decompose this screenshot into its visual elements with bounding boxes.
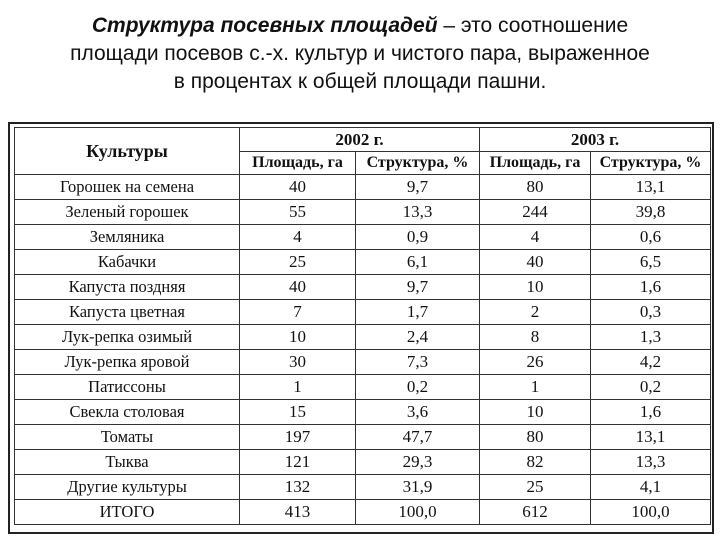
crop-cell: Лук-репка озимый: [15, 325, 240, 350]
share-2003-cell: 4,2: [591, 350, 711, 375]
crop-cell: Свекла столовая: [15, 400, 240, 425]
heading-line-3: в процентах к общей площади пашни.: [173, 70, 547, 93]
area-2002-cell: 197: [240, 425, 356, 450]
share-2002-header: Структура, %: [356, 152, 480, 175]
area-2002-cell: 15: [240, 400, 356, 425]
year-2002-header: 2002 г.: [240, 128, 480, 152]
table-header: [15, 128, 711, 175]
header-row-years: [15, 128, 711, 152]
share-2002-cell: 7,3: [356, 350, 480, 375]
share-2002-cell: 1,7: [356, 300, 480, 325]
crop-cell: Патиссоны: [15, 375, 240, 400]
area-2002-cell: 30: [240, 350, 356, 375]
crop-cell: Капуста цветная: [15, 300, 240, 325]
table-row: [15, 450, 711, 475]
area-2002-cell: 4: [240, 225, 356, 250]
table-row: [15, 225, 711, 250]
area-2003-cell: 26: [480, 350, 591, 375]
area-2003-cell: 8: [480, 325, 591, 350]
area-2002-cell: 40: [240, 175, 356, 200]
share-2002-cell: 47,7: [356, 425, 480, 450]
share-2002-cell: 6,1: [356, 250, 480, 275]
area-2003-header: Площадь, га: [480, 152, 591, 175]
table-row: [15, 250, 711, 275]
table-row: [15, 375, 711, 400]
share-2003-cell: 0,6: [591, 225, 711, 250]
area-2002-cell: 132: [240, 475, 356, 500]
crop-cell: Горошек на семена: [15, 175, 240, 200]
share-2003-cell: 100,0: [591, 500, 711, 525]
share-2003-cell: 6,5: [591, 250, 711, 275]
area-2002-header: Площадь, га: [240, 152, 356, 175]
table-row: [15, 325, 711, 350]
share-2002-cell: 13,3: [356, 200, 480, 225]
share-2002-cell: 0,9: [356, 225, 480, 250]
crop-cell: Лук-репка яровой: [15, 350, 240, 375]
table-row: [15, 200, 711, 225]
heading-line-2: площади посевов с.-х. культур и чистого пара, выраженное: [70, 42, 650, 65]
share-2003-cell: 13,3: [591, 450, 711, 475]
area-2002-cell: 40: [240, 275, 356, 300]
area-2003-cell: 80: [480, 425, 591, 450]
crop-cell: Земляника: [15, 225, 240, 250]
area-2003-cell: 25: [480, 475, 591, 500]
share-2002-cell: 3,6: [356, 400, 480, 425]
area-2003-cell: 4: [480, 225, 591, 250]
area-2003-cell: 2: [480, 300, 591, 325]
share-2003-cell: 0,2: [591, 375, 711, 400]
share-2003-cell: 13,1: [591, 175, 711, 200]
share-2003-cell: 1,3: [591, 325, 711, 350]
area-2002-cell: 25: [240, 250, 356, 275]
crop-cell: Зеленый горошек: [15, 200, 240, 225]
table-row: [15, 500, 711, 525]
heading-term: Структура посевных площадей: [91, 14, 438, 37]
share-2002-cell: 29,3: [356, 450, 480, 475]
crop-cell: ИТОГО: [15, 500, 240, 525]
share-2003-cell: 13,1: [591, 425, 711, 450]
crop-cell: Капуста поздняя: [15, 275, 240, 300]
share-2003-cell: 39,8: [591, 200, 711, 225]
area-2003-cell: 612: [480, 500, 591, 525]
year-2003-header: 2003 г.: [480, 128, 711, 152]
share-2003-cell: 1,6: [591, 400, 711, 425]
table-row: [15, 300, 711, 325]
area-2003-cell: 82: [480, 450, 591, 475]
share-2002-cell: 31,9: [356, 475, 480, 500]
share-2002-cell: 0,2: [356, 375, 480, 400]
table-row: [15, 350, 711, 375]
share-2002-cell: 2,4: [356, 325, 480, 350]
page-heading: [0, 12, 720, 96]
table-row: [15, 425, 711, 450]
table-row: [15, 275, 711, 300]
area-2003-cell: 244: [480, 200, 591, 225]
area-2003-cell: 80: [480, 175, 591, 200]
share-2003-cell: 4,1: [591, 475, 711, 500]
area-2002-cell: 121: [240, 450, 356, 475]
crop-cell: Тыква: [15, 450, 240, 475]
heading-line-1: [0, 12, 720, 40]
table-row: [15, 400, 711, 425]
crop-cell: Кабачки: [15, 250, 240, 275]
share-2003-cell: 1,6: [591, 275, 711, 300]
area-2003-cell: 10: [480, 275, 591, 300]
table-row: [15, 175, 711, 200]
crop-column-header: Культуры: [15, 128, 240, 175]
crop-cell: Томаты: [15, 425, 240, 450]
area-2003-cell: 10: [480, 400, 591, 425]
area-2003-cell: 40: [480, 250, 591, 275]
table-row: [15, 475, 711, 500]
area-2003-cell: 1: [480, 375, 591, 400]
share-2002-cell: 9,7: [356, 175, 480, 200]
crop-area-table: [14, 127, 711, 525]
area-2002-cell: 1: [240, 375, 356, 400]
area-2002-cell: 7: [240, 300, 356, 325]
area-2002-cell: 55: [240, 200, 356, 225]
share-2002-cell: 100,0: [356, 500, 480, 525]
table-body: [15, 175, 711, 525]
crop-cell: Другие культуры: [15, 475, 240, 500]
share-2002-cell: 9,7: [356, 275, 480, 300]
area-2002-cell: 10: [240, 325, 356, 350]
area-2002-cell: 413: [240, 500, 356, 525]
share-2003-cell: 0,3: [591, 300, 711, 325]
share-2003-header: Структура, %: [591, 152, 711, 175]
heading-line-1-rest: – это соотношение: [437, 14, 629, 37]
